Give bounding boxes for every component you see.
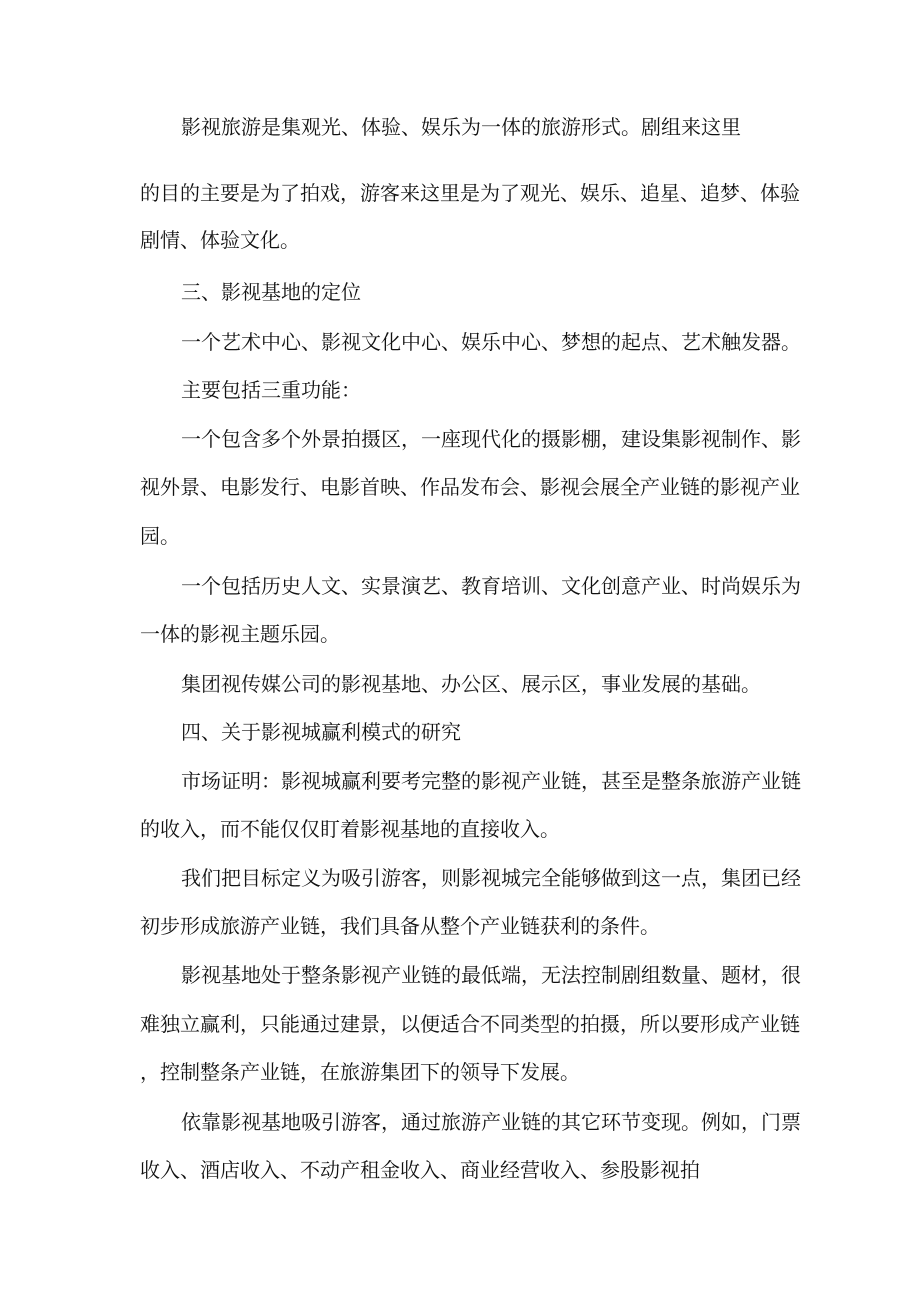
text-line: 的收入，而不能仅仅盯着影视基地的直接收入。 [140, 817, 560, 841]
text-line: 一个包含多个外景拍摄区，一座现代化的摄影棚，建设集影视制作、影 [181, 427, 801, 451]
text-line: 剧情、体验文化。 [140, 228, 300, 252]
text-line: 的目的主要是为了拍戏，游客来这里是为了观光、娱乐、追星、追梦、体验 [140, 181, 800, 205]
text-line: 初步形成旅游产业链，我们具备从整个产业链获利的条件。 [140, 914, 660, 938]
text-line: 依靠影视基地吸引游客，通过旅游产业链的其它环节变现。例如，门票 [181, 1110, 801, 1134]
text-line: 一个包括历史人文、实景演艺、教育培训、文化创意产业、时尚娱乐为 [181, 574, 801, 598]
text-line: ，控制整条产业链，在旅游集团下的领导下发展。 [140, 1060, 580, 1084]
text-line: 我们把目标定义为吸引游客，则影视城完全能够做到这一点，集团已经 [181, 866, 801, 890]
text-line: 园。 [140, 524, 180, 548]
text-line: 主要包括三重功能： [181, 378, 361, 402]
text-line: 集团视传媒公司的影视基地、办公区、展示区，事业发展的基础。 [181, 672, 761, 696]
text-line: 影视基地处于整条影视产业链的最低端，无法控制剧组数量、题材，很 [181, 963, 801, 987]
section-heading: 三、影视基地的定位 [181, 280, 361, 304]
text-line: 一体的影视主题乐园。 [140, 622, 340, 646]
text-line: 一个艺术中心、影视文化中心、娱乐中心、梦想的起点、艺术触发器。 [181, 330, 801, 354]
text-line: 视外景、电影发行、电影首映、作品发布会、影视会展全产业链的影视产业 [140, 475, 800, 499]
text-line: 影视旅游是集观光、体验、娱乐为一体的旅游形式。剧组来这里 [181, 115, 741, 139]
section-heading: 四、关于影视城赢利模式的研究 [181, 720, 461, 744]
text-line: 收入、酒店收入、不动产租金收入、商业经营收入、参股影视拍 [140, 1158, 700, 1182]
text-line: 市场证明：影视城赢利要考完整的影视产业链，甚至是整条旅游产业链 [181, 769, 801, 793]
text-line: 难独立赢利，只能通过建景，以便适合不同类型的拍摄，所以要形成产业链 [140, 1012, 800, 1036]
